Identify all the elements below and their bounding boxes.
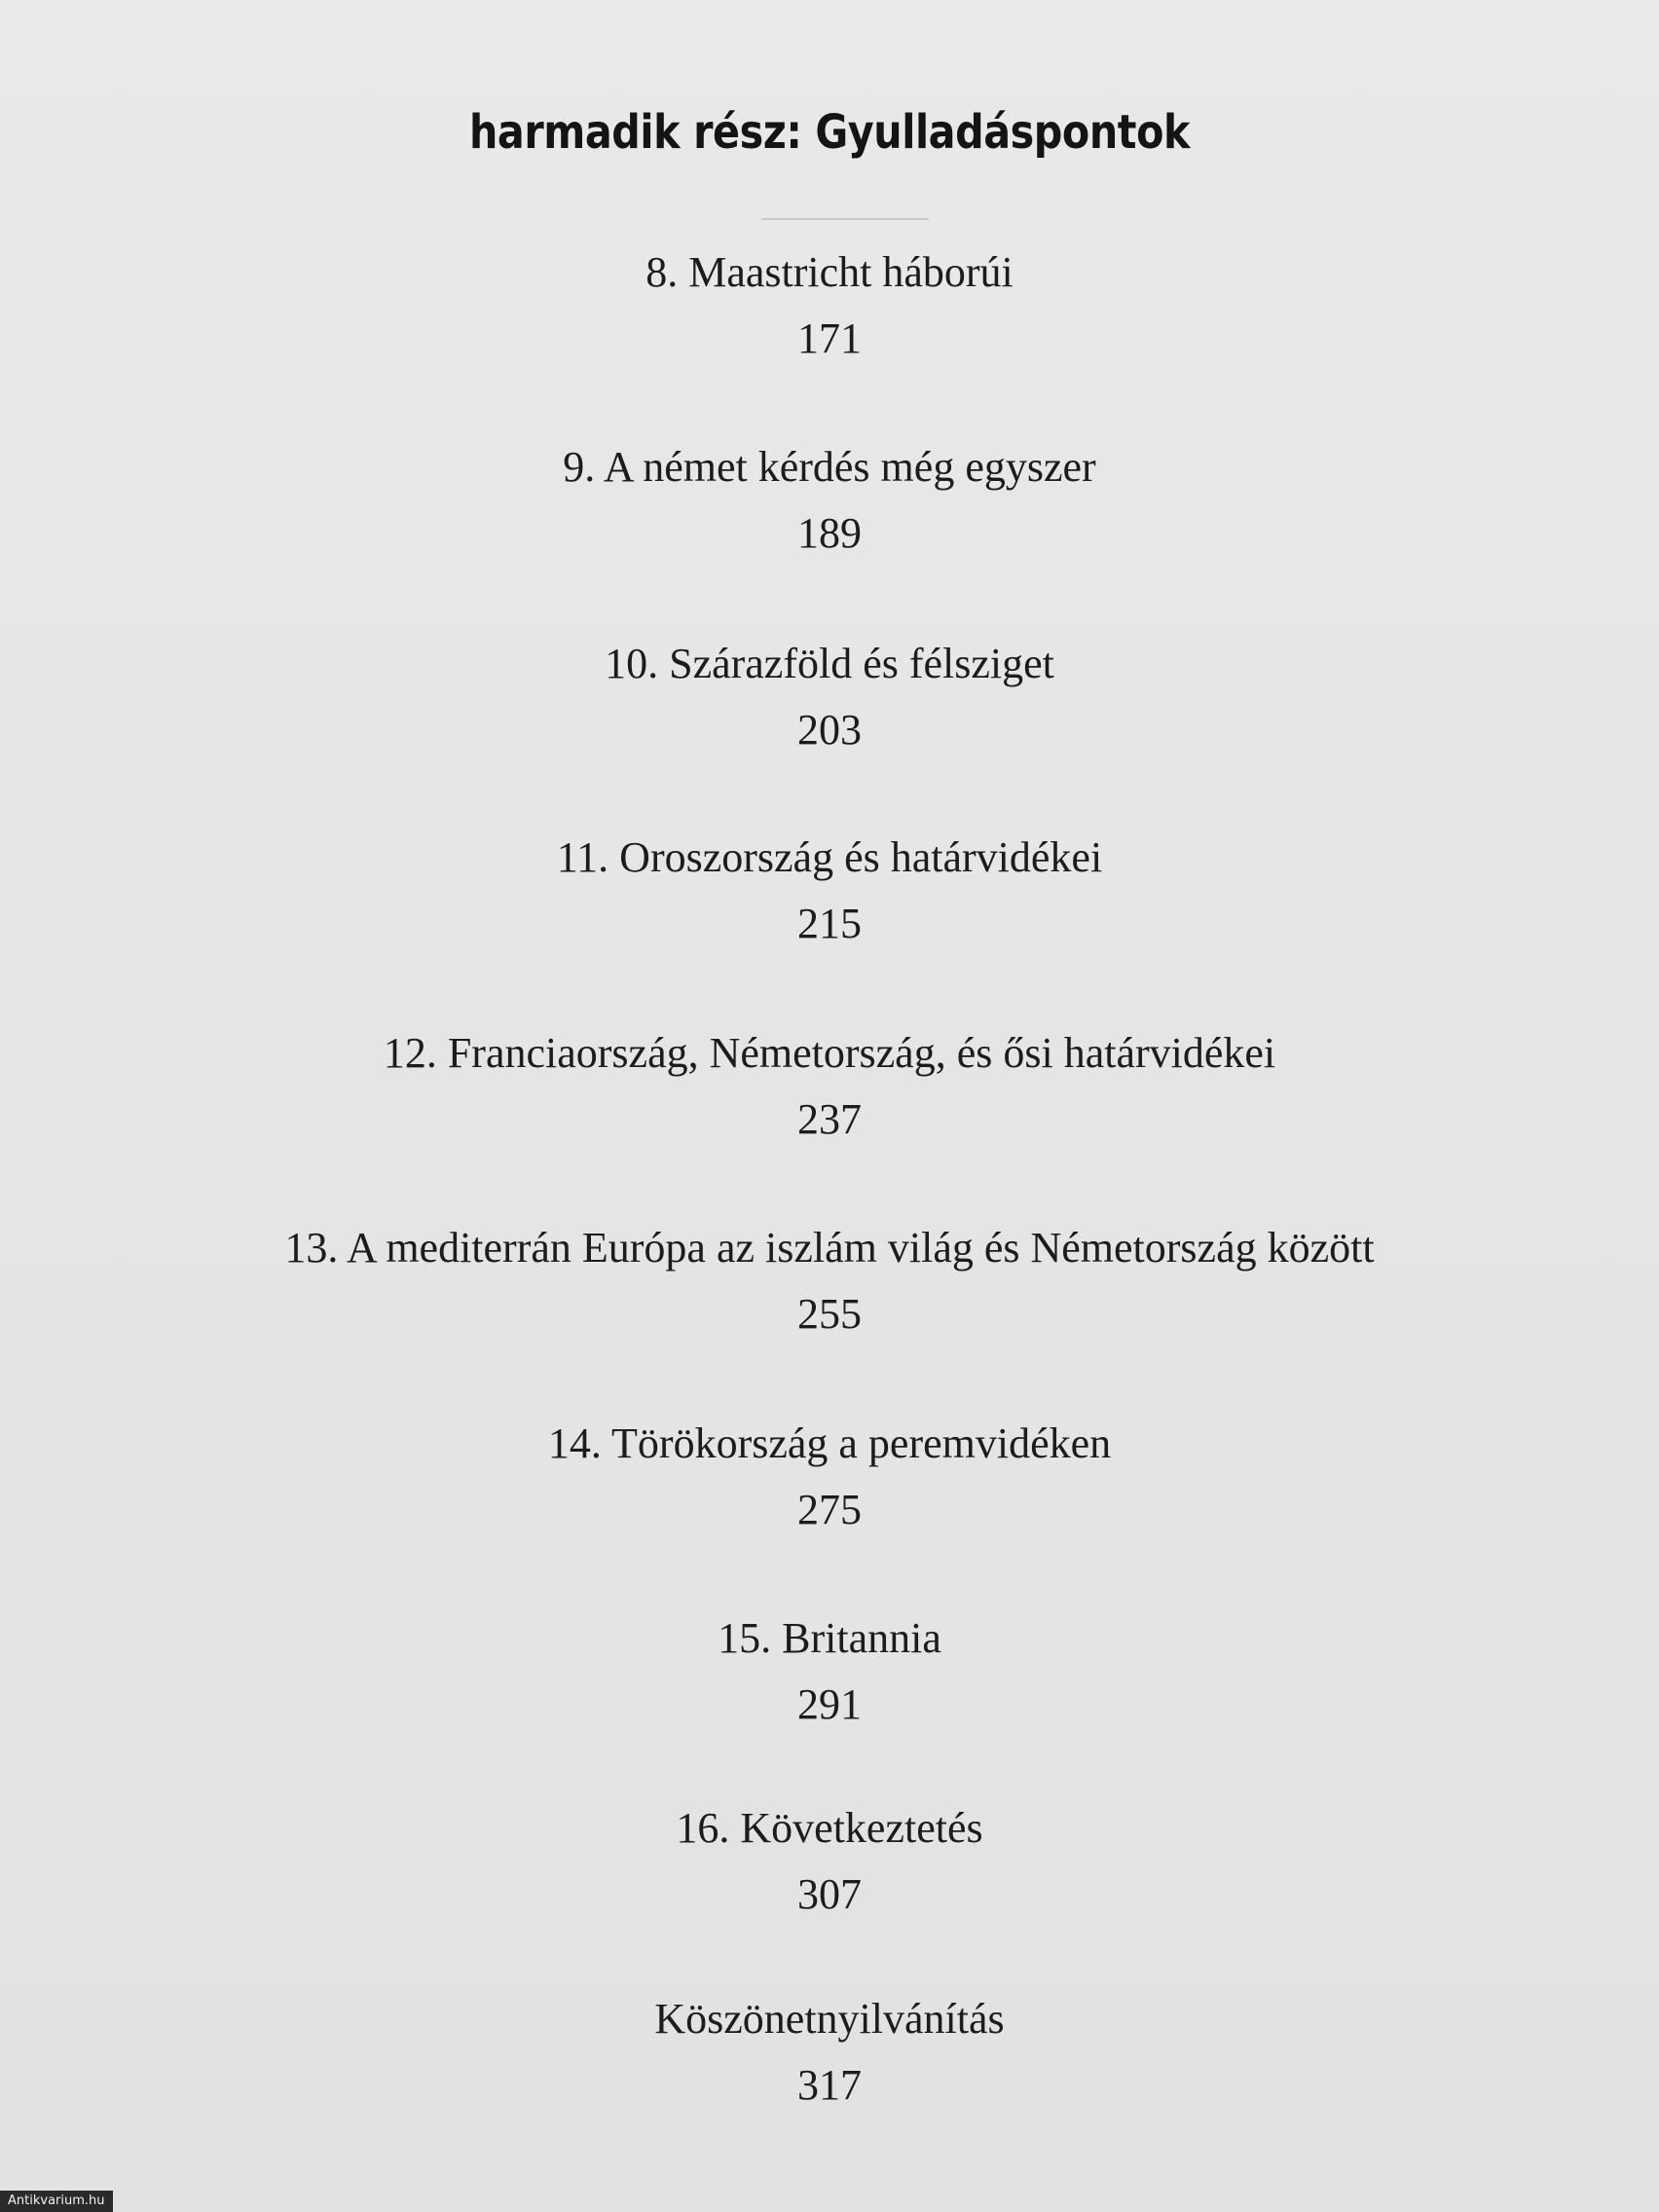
entry-page-number: 171: [797, 314, 862, 362]
watermark: Antikvarium.hu: [0, 2191, 113, 2212]
divider: [761, 218, 929, 220]
toc-entry: [0, 637, 1659, 757]
entry-title: 9. A német kérdés még egyszer: [563, 443, 1096, 491]
toc-entry: [0, 1221, 1659, 1342]
entry-title: Köszönetnyilvánítás: [654, 1995, 1005, 2043]
entry-page-number: 203: [797, 706, 862, 754]
toc-entry: [0, 440, 1659, 561]
entry-title: 14. Törökország a peremvidéken: [547, 1419, 1112, 1467]
entry-page-number: 317: [797, 2061, 862, 2109]
entry-title: 16. Következtetés: [676, 1804, 983, 1852]
entry-title: 12. Franciaország, Németország, és ősi határvidékei: [383, 1029, 1276, 1077]
entry-page-number: 307: [797, 1870, 862, 1918]
toc-entry: [0, 1417, 1659, 1537]
entry-page-number: 291: [797, 1680, 862, 1728]
toc-entry: [0, 830, 1659, 951]
toc-entry: [0, 1611, 1659, 1732]
toc-entry: [0, 245, 1659, 366]
entry-page-number: 237: [797, 1095, 862, 1143]
section-title: harmadik rész: Gyulladáspontok: [468, 105, 1191, 160]
entry-title: 10. Szárazföld és félsziget: [605, 640, 1054, 687]
entry-page-number: 255: [797, 1290, 862, 1338]
entry-page-number: 189: [797, 509, 862, 557]
entry-title: 15. Britannia: [718, 1614, 941, 1662]
toc-entry: [0, 1992, 1659, 2113]
entry-page-number: 215: [797, 900, 862, 947]
entry-title: 11. Oroszország és határvidékei: [556, 833, 1103, 881]
entry-title: 8. Maastricht háborúi: [645, 248, 1014, 296]
toc-entry: [0, 1801, 1659, 1922]
toc-entry: [0, 1026, 1659, 1147]
entry-title: 13. A mediterrán Európa az iszlám világ és Németország között: [284, 1224, 1375, 1272]
entry-page-number: 275: [797, 1486, 862, 1533]
